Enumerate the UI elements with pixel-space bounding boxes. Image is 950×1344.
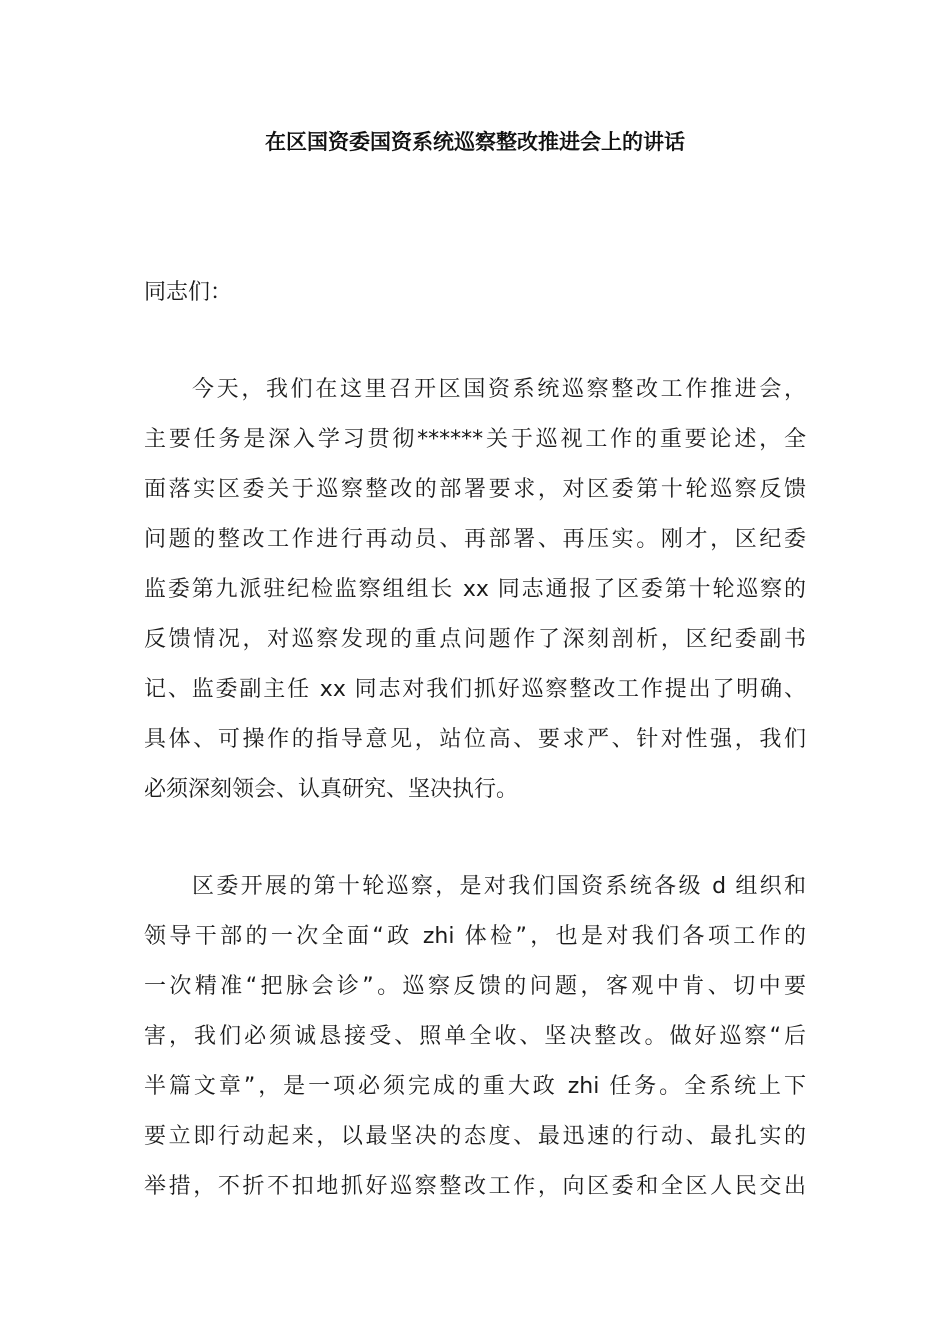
paragraph-line: 半篇文章”，是一项必须完成的重大政 zhi 任务。全系统上下: [144, 1074, 806, 1099]
paragraph-line: 今天，我们在这里召开区国资系统巡察整改工作推进会，: [192, 377, 806, 402]
document-title: 在区国资委国资系统巡察整改推进会上的讲话: [265, 130, 685, 154]
paragraph-line: 记、监委副主任 xx 同志对我们抓好巡察整改工作提出了明确、: [144, 677, 806, 702]
paragraph-line: 反馈情况，对巡察发现的重点问题作了深刻剖析，区纪委副书: [144, 627, 806, 652]
paragraph-line: 问题的整改工作进行再动员、再部署、再压实。刚才，区纪委: [144, 527, 806, 552]
paragraph-line: 要立即行动起来，以最坚决的态度、最迅速的行动、最扎实的: [144, 1124, 806, 1149]
paragraph-line: 必须深刻领会、认真研究、坚决执行。: [144, 777, 519, 802]
paragraph: [144, 862, 806, 1212]
paragraph-line: 一次精准“把脉会诊”。巡察反馈的问题，客观中肯、切中要: [144, 974, 806, 999]
paragraph-line: 区委开展的第十轮巡察，是对我们国资系统各级 d 组织和: [192, 874, 806, 899]
paragraph-line: 举措，不折不扣地抓好巡察整改工作，向区委和全区人民交出: [144, 1174, 806, 1199]
paragraph-line: 监委第九派驻纪检监察组组长 xx 同志通报了区委第十轮巡察的: [144, 577, 806, 602]
salutation: 同志们：: [144, 280, 233, 305]
paragraph-line: 具体、可操作的指导意见，站位高、要求严、针对性强，我们: [144, 727, 806, 752]
paragraph-line: 害，我们必须诚恳接受、照单全收、坚决整改。做好巡察“后: [144, 1024, 806, 1049]
paragraph-line: 面落实区委关于巡察整改的部署要求，对区委第十轮巡察反馈: [144, 477, 806, 502]
paragraph-line: 领导干部的一次全面“政 zhi 体检”，也是对我们各项工作的: [144, 924, 806, 949]
paragraph: [144, 365, 806, 815]
paragraph-line: 主要任务是深入学习贯彻******关于巡视工作的重要论述，全: [144, 427, 806, 452]
